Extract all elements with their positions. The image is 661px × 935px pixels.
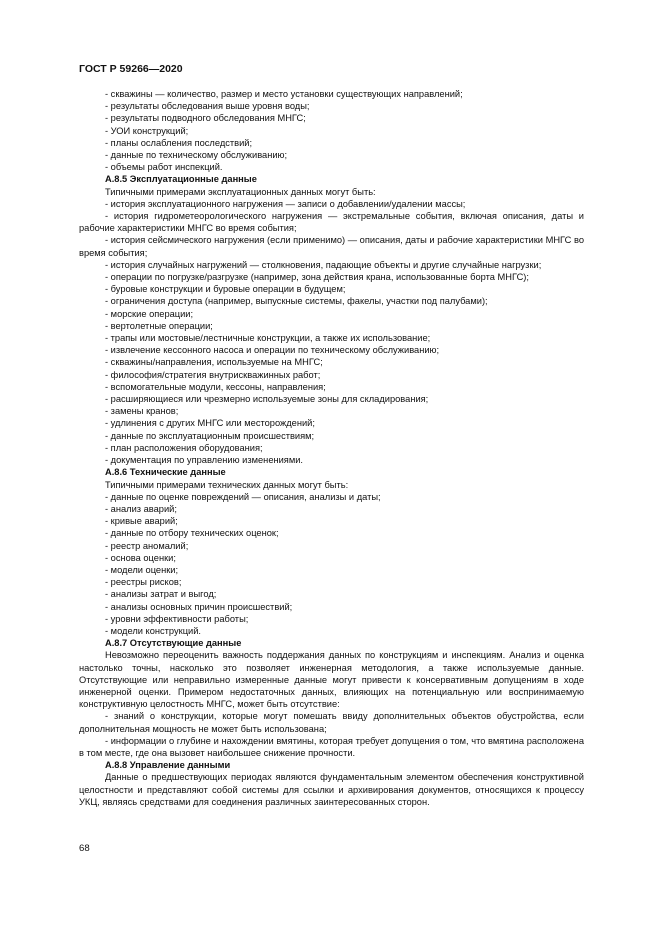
list-item: - кривые аварий; xyxy=(105,516,178,527)
list-item-wrapped: - история гидрометеорологического нагружения — экстремальные события, включая описания, даты и рабочие характеристики МНГС во время события; xyxy=(79,211,584,234)
list-continued xyxy=(79,88,584,173)
list-item: - трапы или мостовые/лестничные конструкции, а также их использование; xyxy=(105,333,431,344)
list-item: - расширяющиеся или чрезмерно используемые зоны для складирования; xyxy=(105,394,429,405)
list-item: - анализ аварий; xyxy=(105,503,177,514)
list-item: - планы ослабления последствий; xyxy=(105,137,253,148)
list-item: - данные по техническому обслуживанию; xyxy=(105,150,288,161)
list-item: - скважины — количество, размер и место установки существующих направлений; xyxy=(105,89,463,99)
list-item: - результаты подводного обследования МНГС; xyxy=(105,113,306,124)
list-item: - основа оценки; xyxy=(105,552,176,563)
paragraph: - знаний о конструкции, которые могут помешать ввиду дополнительных объектов обустройства, если дополнительная мощность не может быть использована; xyxy=(79,711,584,734)
paragraph: Данные о предшествующих периодах являются фундаментальным элементом обеспечения конструктивной целостности и представляют собой системы для ссылки и архивирования документов, относящихся к процессу УКЦ, являясь средствами для соединения различных заинтересованных сторон. xyxy=(79,772,584,807)
section-heading-a886: А.8.6 Технические данные xyxy=(105,467,226,478)
list-item-wrapped: - история сейсмического нагружения (если применимо) — описания, даты и рабочие характеристики МНГС во время события; xyxy=(79,235,584,258)
list-item: - история случайных нагружений — столкновения, падающие объекты и другие случайные нагрузки; xyxy=(105,259,542,270)
page-body xyxy=(79,88,584,808)
list-item: - замены кранов; xyxy=(105,406,179,417)
list-item: - модели оценки; xyxy=(105,564,179,575)
paragraph: Невозможно переоценить важность поддержания данных по конструкциям и инспекциям. Анализ и оценка настолько точны, насколько это позволяет инженерная методология, а также используемые данные. Отсутствующие или неправильно измеренные данные могут привести к консервативным допущениям в ходе инженерной оценки. Примером недостаточных данных, влияющих на потенциальную или воспринимаемую конструктивную целостность МНГС, может быть отсутствие: xyxy=(79,650,584,710)
list-item: - результаты обследования выше уровня воды; xyxy=(105,101,310,112)
list-item: - план расположения оборудования; xyxy=(105,442,263,453)
section-intro: Типичными примерами эксплуатационных данных могут быть: xyxy=(105,186,376,197)
section-heading-a888: А.8.8 Управление данными xyxy=(105,760,231,771)
list-item: - буровые конструкции и буровые операции в будущем; xyxy=(105,284,346,295)
list-item: - анализы основных причин происшествий; xyxy=(105,601,293,612)
list-item: - морские операции; xyxy=(105,308,194,319)
list-item: - данные по эксплуатационным происшествиям; xyxy=(105,430,315,441)
list-item: - история эксплуатационного нагружения — записи о добавлении/удалении массы; xyxy=(105,198,466,209)
list-item: - реестры рисков; xyxy=(105,577,182,588)
section-heading-a885: А.8.5 Эксплуатационные данные xyxy=(105,174,257,185)
list-item: - ограничения доступа (например, выпускные системы, факелы, участки под палубами); xyxy=(105,296,488,307)
list-item: - уровни эффективности работы; xyxy=(105,613,249,624)
list-item: - философия/стратегия внутрискважинных работ; xyxy=(105,369,321,380)
list-item: - вертолетные операции; xyxy=(105,320,213,331)
document-header: ГОСТ Р 59266—2020 xyxy=(79,63,183,75)
page-number: 68 xyxy=(79,843,90,854)
section-heading-a887: А.8.7 Отсутствующие данные xyxy=(105,638,242,649)
list-item: - операции по погрузке/разгрузке (например, зона действия крана, использованные борта МНГС); xyxy=(105,272,529,283)
operational-data-list xyxy=(79,259,584,466)
list-item: - данные по отбору технических оценок; xyxy=(105,528,279,539)
list-item: - извлечение кессонного насоса и операции по техническому обслуживанию; xyxy=(105,345,440,356)
section-intro: Типичными примерами технических данных могут быть: xyxy=(105,479,349,490)
list-item: - удлинения с других МНГС или месторождений; xyxy=(105,418,315,429)
list-item: - реестр аномалий; xyxy=(105,540,189,551)
paragraph: - информации о глубине и нахождении вмятины, которая требует допущения о том, что вмятина расположена в том месте, где она вызовет наибольшее снижение прочности. xyxy=(79,735,584,758)
list-item: - данные по оценке повреждений — описания, анализы и даты; xyxy=(105,491,381,502)
list-item: - УОИ конструкций; xyxy=(105,125,189,136)
list-item: - анализы затрат и выгод; xyxy=(105,589,217,600)
list-item: - модели конструкций. xyxy=(105,625,201,636)
list-item: - объемы работ инспекций. xyxy=(105,162,223,173)
list-item: - вспомогательные модули, кессоны, направления; xyxy=(105,381,326,392)
technical-data-list xyxy=(79,491,584,637)
list-item: - документация по управлению изменениями. xyxy=(105,455,304,466)
list-item: - скважины/направления, используемые на МНГС; xyxy=(105,357,323,368)
